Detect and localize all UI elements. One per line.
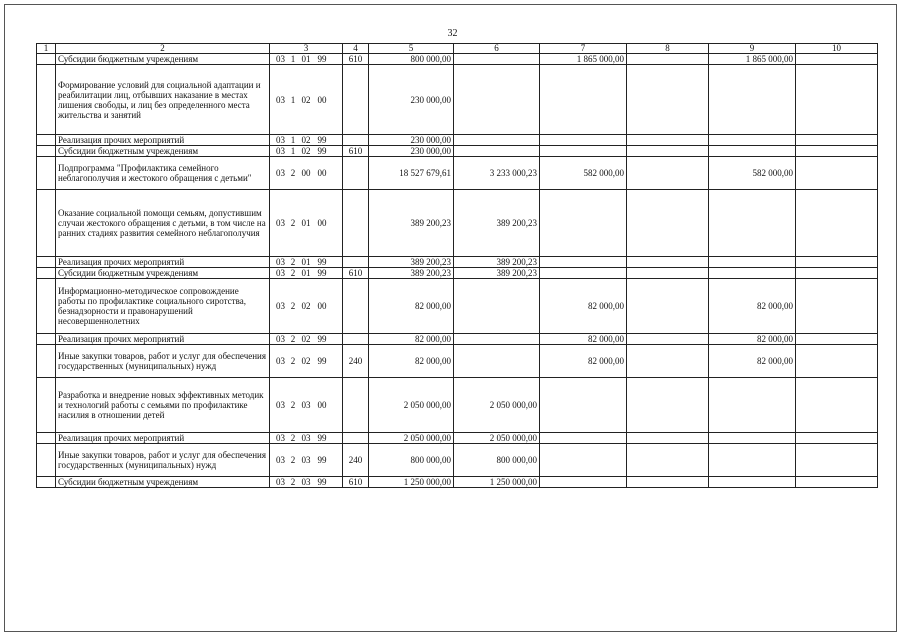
amount-cell-c6 — [454, 65, 540, 135]
amount-cell-c9: 82 000,00 — [709, 334, 796, 345]
header-cell: 7 — [540, 44, 627, 54]
amount-cell-c10 — [796, 433, 878, 444]
code-part: 00 — [317, 168, 327, 178]
amount-cell-c8 — [627, 279, 709, 334]
header-cell: 3 — [270, 44, 343, 54]
code-part: 03 — [301, 400, 311, 410]
amount-cell-c10 — [796, 54, 878, 65]
code-part: 00 — [317, 400, 327, 410]
amount-cell-c10 — [796, 146, 878, 157]
header-cell: 9 — [709, 44, 796, 54]
item-name-cell: Оказание социальной помощи семьям, допустившим случаи жестокого обращения с детьми, в том числе на ранних стадиях развития семейного неблагополучия — [56, 190, 270, 257]
code-part: 1 — [290, 135, 296, 145]
amount-cell-c6 — [454, 279, 540, 334]
item-name-cell: Разработка и внедрение новых эффективных методик и технологий работы с семьями по профилактике насилия в отношении детей — [56, 378, 270, 433]
code-part: 2 — [290, 433, 296, 443]
budget-code-cell — [270, 146, 343, 157]
code-part: 02 — [301, 94, 311, 105]
amount-cell-c6 — [454, 54, 540, 65]
code-part: 01 — [301, 218, 311, 228]
row-number-cell — [37, 65, 56, 135]
amount-cell-c9 — [709, 268, 796, 279]
code-part: 2 — [290, 400, 296, 410]
budget-code-cell — [270, 54, 343, 65]
amount-cell-c6: 800 000,00 — [454, 444, 540, 477]
amount-cell-c8 — [627, 135, 709, 146]
amount-cell-c8 — [627, 157, 709, 190]
amount-cell-c8 — [627, 444, 709, 477]
amount-cell-c7: 82 000,00 — [540, 334, 627, 345]
amount-cell-c5: 230 000,00 — [369, 65, 454, 135]
amount-cell-c10 — [796, 444, 878, 477]
header-row — [37, 44, 878, 54]
amount-cell-c7 — [540, 190, 627, 257]
code-part: 2 — [290, 356, 296, 366]
amount-cell-c5: 389 200,23 — [369, 190, 454, 257]
header-cell: 4 — [343, 44, 369, 54]
code-part: 02 — [301, 334, 311, 344]
amount-cell-c9: 82 000,00 — [709, 279, 796, 334]
amount-cell-c5: 1 250 000,00 — [369, 477, 454, 488]
amount-cell-c6: 2 050 000,00 — [454, 378, 540, 433]
table-row — [37, 54, 878, 65]
table-row — [37, 190, 878, 257]
code-part: 2 — [290, 334, 296, 344]
code-part: 2 — [290, 301, 296, 311]
amount-cell-c6 — [454, 135, 540, 146]
table-row — [37, 135, 878, 146]
code-part: 01 — [301, 257, 311, 267]
code-part: 1 — [290, 54, 296, 64]
expense-type-cell — [343, 65, 369, 135]
amount-cell-c6 — [454, 345, 540, 378]
amount-cell-c6: 3 233 000,23 — [454, 157, 540, 190]
amount-cell-c9 — [709, 146, 796, 157]
budget-code-cell — [270, 65, 343, 135]
item-name-cell: Реализация прочих мероприятий — [56, 433, 270, 444]
amount-cell-c9 — [709, 190, 796, 257]
code-part: 2 — [290, 218, 296, 228]
code-part: 2 — [290, 268, 296, 278]
amount-cell-c9 — [709, 257, 796, 268]
code-part: 1 — [290, 146, 296, 156]
table-row — [37, 378, 878, 433]
amount-cell-c5: 18 527 679,61 — [369, 157, 454, 190]
amount-cell-c8 — [627, 268, 709, 279]
amount-cell-c5: 2 050 000,00 — [369, 378, 454, 433]
amount-cell-c8 — [627, 257, 709, 268]
code-part: 03 — [276, 54, 285, 64]
amount-cell-c5: 2 050 000,00 — [369, 433, 454, 444]
budget-code-cell — [270, 334, 343, 345]
amount-cell-c7 — [540, 146, 627, 157]
code-part: 01 — [301, 54, 311, 64]
amount-cell-c5: 389 200,23 — [369, 268, 454, 279]
amount-cell-c9 — [709, 433, 796, 444]
code-part: 03 — [276, 257, 285, 267]
amount-cell-c9: 1 865 000,00 — [709, 54, 796, 65]
row-number-cell — [37, 54, 56, 65]
amount-cell-c8 — [627, 54, 709, 65]
item-name-cell: Субсидии бюджетным учреждениям — [56, 146, 270, 157]
expense-type-cell: 610 — [343, 146, 369, 157]
expense-type-cell: 610 — [343, 477, 369, 488]
header-cell: 1 — [37, 44, 56, 54]
row-number-cell — [37, 146, 56, 157]
budget-code-cell — [270, 345, 343, 378]
code-part: 03 — [276, 400, 285, 410]
amount-cell-c10 — [796, 279, 878, 334]
expense-type-cell — [343, 433, 369, 444]
amount-cell-c10 — [796, 257, 878, 268]
amount-cell-c10 — [796, 378, 878, 433]
code-part: 03 — [276, 218, 285, 228]
budget-code-cell — [270, 477, 343, 488]
amount-cell-c5: 389 200,23 — [369, 257, 454, 268]
table-row — [37, 157, 878, 190]
amount-cell-c7 — [540, 444, 627, 477]
amount-cell-c10 — [796, 268, 878, 279]
amount-cell-c6: 2 050 000,00 — [454, 433, 540, 444]
header-cell: 8 — [627, 44, 709, 54]
code-part: 2 — [290, 477, 296, 487]
code-part: 99 — [317, 477, 327, 487]
amount-cell-c5: 800 000,00 — [369, 444, 454, 477]
amount-cell-c5: 230 000,00 — [369, 135, 454, 146]
amount-cell-c7 — [540, 257, 627, 268]
code-part: 99 — [317, 257, 327, 267]
code-part: 02 — [301, 301, 311, 311]
item-name-cell: Подпрограмма "Профилактика семейного неблагополучия и жестокого обращения с детьми" — [56, 157, 270, 190]
amount-cell-c10 — [796, 157, 878, 190]
amount-cell-c5: 82 000,00 — [369, 334, 454, 345]
code-part: 99 — [317, 356, 327, 366]
amount-cell-c6: 389 200,23 — [454, 190, 540, 257]
item-name-cell: Информационно-методическое сопровождение работы по профилактике социального сиротства, безнадзорности и правонарушений несовершеннолетних — [56, 279, 270, 334]
page-number: 32 — [447, 28, 458, 39]
code-part: 03 — [276, 433, 285, 443]
expense-type-cell: 610 — [343, 268, 369, 279]
amount-cell-c9 — [709, 65, 796, 135]
amount-cell-c9 — [709, 477, 796, 488]
expense-type-cell: 240 — [343, 345, 369, 378]
amount-cell-c7: 582 000,00 — [540, 157, 627, 190]
header-cell: 2 — [56, 44, 270, 54]
code-part: 01 — [301, 268, 311, 278]
code-part: 03 — [276, 356, 285, 366]
table-row — [37, 268, 878, 279]
code-part: 03 — [276, 94, 285, 105]
expense-type-cell — [343, 135, 369, 146]
code-part: 02 — [301, 356, 311, 366]
expense-type-cell — [343, 279, 369, 334]
expense-type-cell — [343, 378, 369, 433]
expense-type-cell — [343, 157, 369, 190]
amount-cell-c7 — [540, 378, 627, 433]
code-part: 00 — [317, 301, 327, 311]
amount-cell-c6 — [454, 334, 540, 345]
row-number-cell — [37, 433, 56, 444]
amount-cell-c10 — [796, 345, 878, 378]
amount-cell-c7 — [540, 135, 627, 146]
code-part: 02 — [301, 135, 311, 145]
budget-code-cell — [270, 190, 343, 257]
code-part: 99 — [317, 135, 327, 145]
budget-code-cell — [270, 268, 343, 279]
code-part: 99 — [317, 268, 327, 278]
expense-type-cell — [343, 334, 369, 345]
expense-type-cell: 240 — [343, 444, 369, 477]
item-name-cell: Субсидии бюджетным учреждениям — [56, 54, 270, 65]
row-number-cell — [37, 257, 56, 268]
budget-code-cell — [270, 279, 343, 334]
code-part: 03 — [301, 433, 311, 443]
row-number-cell — [37, 190, 56, 257]
amount-cell-c8 — [627, 477, 709, 488]
budget-code-cell — [270, 378, 343, 433]
code-part: 03 — [276, 146, 285, 156]
item-name-cell: Реализация прочих мероприятий — [56, 257, 270, 268]
code-part: 99 — [317, 54, 327, 64]
code-part: 00 — [317, 218, 327, 228]
row-number-cell — [37, 157, 56, 190]
amount-cell-c7: 82 000,00 — [540, 345, 627, 378]
amount-cell-c6: 389 200,23 — [454, 257, 540, 268]
expense-type-cell: 610 — [343, 54, 369, 65]
table-row — [37, 345, 878, 378]
row-number-cell — [37, 444, 56, 477]
amount-cell-c9 — [709, 444, 796, 477]
table-row — [37, 257, 878, 268]
item-name-cell: Субсидии бюджетным учреждениям — [56, 477, 270, 488]
amount-cell-c10 — [796, 65, 878, 135]
amount-cell-c7: 1 865 000,00 — [540, 54, 627, 65]
row-number-cell — [37, 135, 56, 146]
code-part: 2 — [290, 168, 296, 178]
budget-code-cell — [270, 157, 343, 190]
code-part: 03 — [276, 168, 285, 178]
code-part: 99 — [317, 334, 327, 344]
code-part: 03 — [276, 301, 285, 311]
table-row — [37, 477, 878, 488]
code-part: 03 — [276, 334, 285, 344]
amount-cell-c8 — [627, 345, 709, 378]
amount-cell-c8 — [627, 334, 709, 345]
expense-type-cell — [343, 190, 369, 257]
amount-cell-c10 — [796, 135, 878, 146]
row-number-cell — [37, 378, 56, 433]
amount-cell-c6: 1 250 000,00 — [454, 477, 540, 488]
item-name-cell: Реализация прочих мероприятий — [56, 334, 270, 345]
amount-cell-c5: 230 000,00 — [369, 146, 454, 157]
amount-cell-c7 — [540, 65, 627, 135]
table-body — [37, 44, 878, 488]
amount-cell-c10 — [796, 477, 878, 488]
header-cell: 10 — [796, 44, 878, 54]
amount-cell-c5: 82 000,00 — [369, 345, 454, 378]
item-name-cell: Реализация прочих мероприятий — [56, 135, 270, 146]
amount-cell-c6 — [454, 146, 540, 157]
code-part: 03 — [301, 455, 311, 465]
amount-cell-c5: 800 000,00 — [369, 54, 454, 65]
code-part: 03 — [276, 268, 285, 278]
item-name-cell: Субсидии бюджетным учреждениям — [56, 268, 270, 279]
code-part: 03 — [276, 455, 285, 465]
expense-type-cell — [343, 257, 369, 268]
budget-code-cell — [270, 135, 343, 146]
item-name-cell: Иные закупки товаров, работ и услуг для обеспечения государственных (муниципальных) нужд — [56, 444, 270, 477]
code-part: 2 — [290, 455, 296, 465]
table-row — [37, 279, 878, 334]
budget-code-cell — [270, 433, 343, 444]
amount-cell-c7 — [540, 433, 627, 444]
code-part: 03 — [276, 477, 285, 487]
table-row — [37, 65, 878, 135]
budget-code-cell — [270, 257, 343, 268]
amount-cell-c9 — [709, 135, 796, 146]
amount-cell-c8 — [627, 190, 709, 257]
budget-code-cell — [270, 444, 343, 477]
code-part: 00 — [301, 168, 311, 178]
amount-cell-c9: 582 000,00 — [709, 157, 796, 190]
row-number-cell — [37, 345, 56, 378]
amount-cell-c6: 389 200,23 — [454, 268, 540, 279]
header-cell: 5 — [369, 44, 454, 54]
code-part: 00 — [317, 94, 327, 105]
amount-cell-c8 — [627, 433, 709, 444]
code-part: 02 — [301, 146, 311, 156]
amount-cell-c7 — [540, 268, 627, 279]
table-row — [37, 444, 878, 477]
amount-cell-c8 — [627, 378, 709, 433]
amount-cell-c8 — [627, 65, 709, 135]
code-part: 99 — [317, 433, 327, 443]
code-part: 03 — [301, 477, 311, 487]
amount-cell-c10 — [796, 334, 878, 345]
code-part: 1 — [290, 94, 296, 105]
amount-cell-c10 — [796, 190, 878, 257]
amount-cell-c7: 82 000,00 — [540, 279, 627, 334]
amount-cell-c9 — [709, 378, 796, 433]
table-row — [37, 334, 878, 345]
row-number-cell — [37, 268, 56, 279]
amount-cell-c5: 82 000,00 — [369, 279, 454, 334]
code-part: 03 — [276, 135, 285, 145]
row-number-cell — [37, 334, 56, 345]
item-name-cell: Иные закупки товаров, работ и услуг для обеспечения государственных (муниципальных) нужд — [56, 345, 270, 378]
table-row — [37, 146, 878, 157]
header-cell: 6 — [454, 44, 540, 54]
row-number-cell — [37, 477, 56, 488]
item-name-cell: Формирование условий для социальной адаптации и реабилитации лиц, отбывших наказание в местах лишения свободы, и лиц без определенного места жительства и занятий — [56, 65, 270, 135]
code-part: 99 — [317, 146, 327, 156]
table-row — [37, 433, 878, 444]
amount-cell-c9: 82 000,00 — [709, 345, 796, 378]
amount-cell-c7 — [540, 477, 627, 488]
code-part: 2 — [290, 257, 296, 267]
code-part: 99 — [317, 455, 327, 465]
row-number-cell — [37, 279, 56, 334]
budget-table — [36, 43, 878, 488]
amount-cell-c8 — [627, 146, 709, 157]
